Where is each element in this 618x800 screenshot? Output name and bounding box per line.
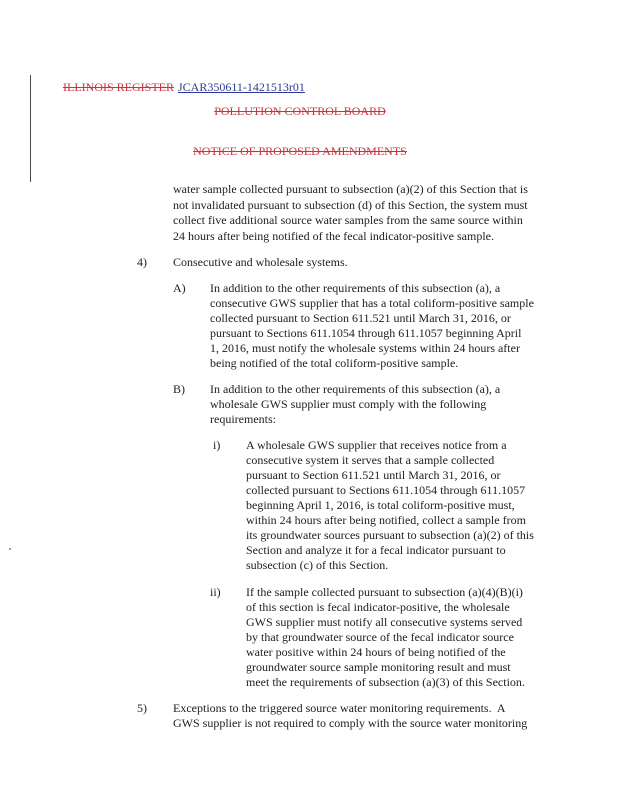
item-4b-ii-line: If the sample collected pursuant to subsection (a)(4)(B)(i) — [246, 585, 523, 599]
agency-deleted-text: POLLUTION CONTROL BOARD — [214, 104, 386, 118]
item-4a-line: being notified of the total coliform-positive sample. — [210, 356, 459, 370]
item-4a-label: A) — [173, 281, 186, 295]
item-4b-line: In addition to the other requirements of this subsection (a), a — [210, 382, 501, 396]
item-4b-i-line: beginning April 1, 2016, is total coliform-positive must, — [246, 498, 515, 512]
item-4b-i-label: i) — [213, 438, 221, 452]
item-4b-i-line: within 24 hours after being notified, collect a sample from — [246, 513, 526, 527]
scan-artifact-dot — [9, 548, 11, 550]
item-5-paragraph — [173, 701, 527, 731]
item-4b-ii-line: water positive within 24 hours of being notified of the — [246, 645, 506, 659]
item-4b-i-line: A wholesale GWS supplier that receives notice from a — [246, 438, 507, 452]
item-4b-ii-line: by that groundwater source of the fecal indicator source — [246, 630, 514, 644]
continuation-line: not invalidated pursuant to subsection (d) of this Section, the system must — [173, 197, 528, 212]
notice-header — [63, 144, 537, 159]
continuation-line: water sample collected pursuant to subsection (a)(2) of this Section that is — [173, 182, 528, 196]
item-4a-line: consecutive GWS supplier that has a total coliform-positive sample — [210, 296, 534, 310]
margin-change-bar — [30, 75, 31, 182]
item-4b-i-line: subsection (c) of this Section. — [246, 558, 389, 572]
item-4b-line: requirements: — [210, 412, 276, 426]
item-5-line: Exceptions to the triggered source water monitoring requirements. A — [173, 701, 506, 715]
continuation-line: 24 hours after being notified of the fecal indicator-positive sample. — [173, 228, 494, 243]
item-4-heading: Consecutive and wholesale systems. — [173, 255, 348, 269]
item-4b-line: wholesale GWS supplier must comply with the following — [210, 397, 487, 411]
item-4b-ii-line: of this section is fecal indicator-positive, the wholesale — [246, 600, 510, 614]
item-4b-ii-line: GWS supplier must notify all consecutive systems served — [246, 615, 523, 629]
item-4-label: 4) — [137, 255, 147, 269]
item-4b-i-line: consecutive system it serves that a sample collected — [246, 453, 495, 467]
register-header — [63, 80, 305, 95]
item-4b-label: B) — [173, 382, 185, 396]
notice-deleted-text: NOTICE OF PROPOSED AMENDMENTS — [193, 144, 407, 158]
item-4b-ii-line: meet the requirements of subsection (a)(3) of this Section. — [246, 675, 525, 689]
continuation-line: collect five additional source water samples from the same source within — [173, 213, 523, 227]
item-4a-line: collected pursuant to Section 611.521 until March 31, 2016, or — [210, 311, 511, 325]
agency-header — [63, 104, 537, 119]
item-4b-i-line: collected pursuant to Sections 611.1054 through 611.1057 — [246, 483, 526, 497]
register-inserted-text: JCAR350611-1421513r01 — [178, 80, 305, 94]
item-4a-line: pursuant to Sections 611.1054 through 611.1057 beginning April — [210, 326, 522, 340]
item-5-label: 5) — [137, 701, 147, 715]
item-4b-ii-label: ii) — [210, 585, 221, 599]
register-deleted-text: ILLINOIS REGISTER — [63, 80, 174, 94]
item-4a-paragraph — [210, 281, 534, 371]
item-4b-i-line: pursuant to Section 611.521 until March 31, 2016, or — [246, 468, 501, 482]
item-4a-line: 1, 2016, must notify the wholesale systems within 24 hours after — [210, 341, 520, 355]
item-4b-i-paragraph — [246, 438, 534, 573]
item-4b-ii-line: groundwater source sample monitoring result and must — [246, 660, 511, 674]
item-4b-i-line: Section and analyze it for a fecal indicator pursuant to — [246, 543, 506, 557]
item-5-line: GWS supplier is not required to comply with the source water monitoring — [173, 716, 528, 730]
continuation-paragraph — [173, 182, 528, 244]
item-4b-paragraph — [210, 382, 500, 427]
item-4b-ii-paragraph — [246, 585, 525, 690]
item-4a-line: In addition to the other requirements of this subsection (a), a — [210, 281, 501, 295]
item-4b-i-line: its groundwater sources pursuant to subsection (a)(2) of this — [246, 528, 534, 542]
